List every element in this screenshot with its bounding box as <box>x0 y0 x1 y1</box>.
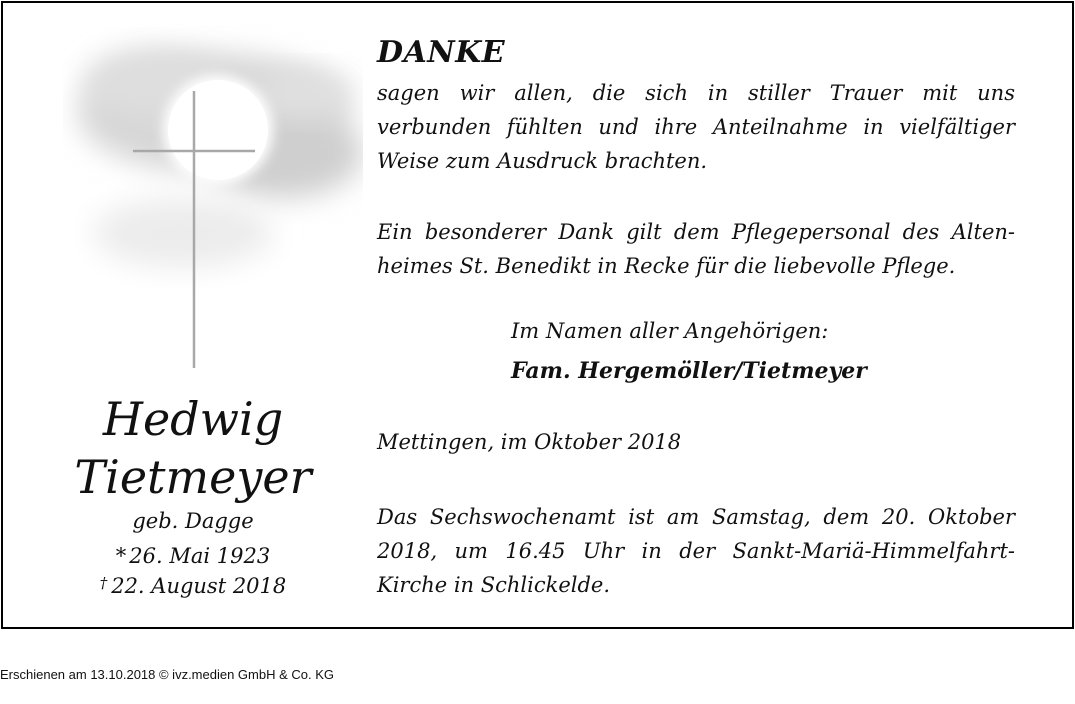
deceased-last-name: Tietmeyer <box>74 450 312 504</box>
obituary-frame <box>1 1 1074 629</box>
birth-line <box>43 542 343 570</box>
signature-name: Fam. Hergemöller/Tietmeyer <box>511 358 867 384</box>
publication-footer: Erschienen am 13.10.2018 © ivz.medien GmbH & Co. KG <box>0 667 335 682</box>
birth-date: 26. Mai 1923 <box>129 544 271 568</box>
cross-moon-clouds-icon <box>63 23 363 383</box>
birth-symbol: * <box>115 544 127 568</box>
thanks-paragraph: sagen wir allen, die sich in stiller Trauer mit uns verbunden fühlten und ihre Anteilnahme in vielfältiger Weise zum Ausdruck brachten. <box>377 81 1015 173</box>
notice-heading: DANKE <box>377 35 506 70</box>
death-date: 22. August 2018 <box>111 574 287 598</box>
signature-intro: Im Namen aller Angehörigen: <box>511 319 829 343</box>
death-symbol: † <box>99 574 108 592</box>
deceased-first-name: Hedwig <box>102 392 284 446</box>
special-thanks-paragraph: Ein besonderer Dank gilt dem Pflegepersonal des Alten-heimes St. Benedikt in Recke für die liebevolle Pflege. <box>377 220 1015 278</box>
death-line <box>43 569 343 600</box>
place-date: Mettingen, im Oktober 2018 <box>377 430 682 454</box>
mass-announcement-paragraph: Das Sechswochenamt ist am Samstag, dem 20. Oktober 2018, um 16.45 Uhr in der Sankt-Mariä-Himmelfahrt-Kirche in Schlickelde. <box>377 505 1015 597</box>
born-name: geb. Dagge <box>132 509 254 533</box>
